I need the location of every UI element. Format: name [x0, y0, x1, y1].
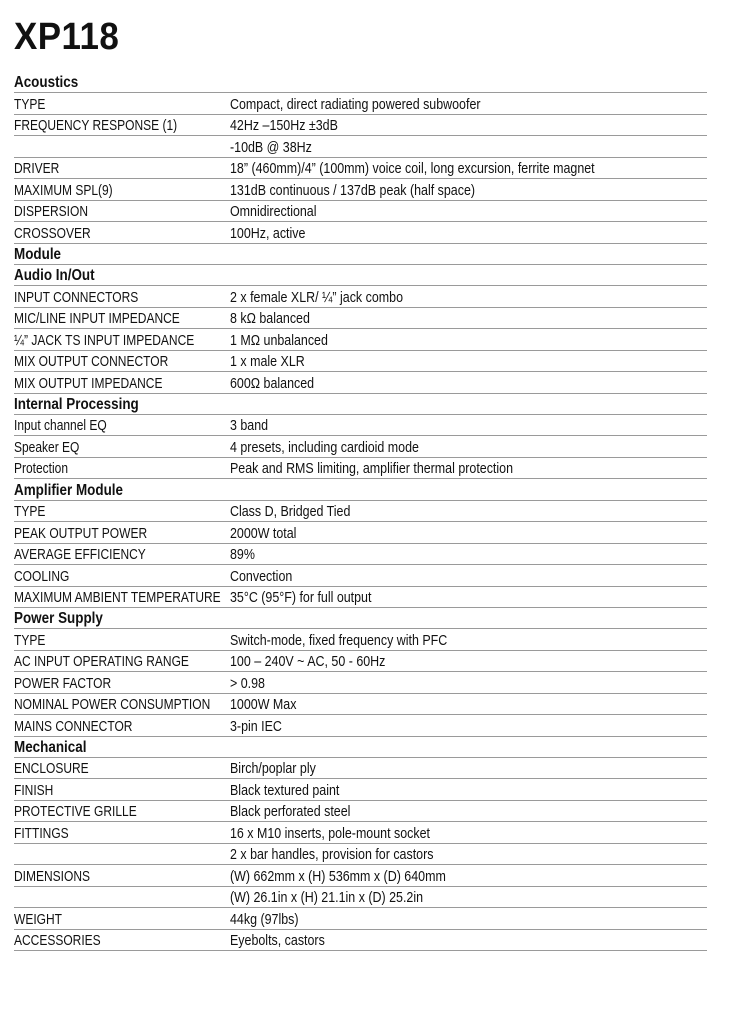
- section-header-row: [14, 608, 707, 629]
- spec-label: Speaker EQ: [14, 438, 80, 456]
- spec-row: [14, 930, 707, 951]
- spec-label: MIX OUTPUT IMPEDANCE: [14, 374, 163, 392]
- spec-value: Birch/poplar ply: [230, 760, 316, 778]
- spec-value: Black textured paint: [230, 781, 340, 799]
- spec-value: Switch-mode, fixed frequency with PFC: [230, 631, 448, 649]
- spec-value: 100 – 240V ~ AC, 50 - 60Hz: [230, 653, 386, 671]
- section-header-row: [14, 479, 707, 500]
- spec-label: MAXIMUM SPL(9): [14, 181, 113, 199]
- spec-value: 44kg (97lbs): [230, 910, 299, 928]
- spec-row: [14, 351, 707, 372]
- spec-row: [14, 715, 707, 736]
- section-title: Amplifier Module: [14, 481, 124, 499]
- spec-row: [14, 822, 707, 843]
- spec-row: [14, 458, 707, 479]
- section-title: Mechanical: [14, 739, 87, 756]
- spec-label: COOLING: [14, 567, 70, 585]
- spec-value: Compact, direct radiating powered subwoofer: [230, 95, 481, 113]
- spec-label: MIC/LINE INPUT IMPEDANCE: [14, 310, 180, 328]
- page-title: XP118: [14, 16, 120, 58]
- spec-label: Protection: [14, 460, 69, 478]
- spec-label: AVERAGE EFFICIENCY: [14, 546, 146, 564]
- spec-row: [14, 865, 707, 886]
- spec-label: Input channel EQ: [14, 417, 107, 435]
- spec-row: [14, 779, 707, 800]
- spec-value: Convection: [230, 567, 293, 585]
- spec-value: Black perforated steel: [230, 803, 351, 821]
- spec-label: NOMINAL POWER CONSUMPTION: [14, 696, 211, 714]
- spec-value: 1000W Max: [230, 696, 297, 714]
- spec-label: FREQUENCY RESPONSE (1): [14, 117, 178, 135]
- spec-row: [14, 436, 707, 457]
- spec-value: 16 x M10 inserts, pole-mount socket: [230, 824, 430, 842]
- spec-row: [14, 522, 707, 543]
- spec-value: 42Hz –150Hz ±3dB: [230, 117, 338, 135]
- spec-value: 1 MΩ unbalanced: [230, 331, 328, 349]
- spec-label: AC INPUT OPERATING RANGE: [14, 653, 189, 671]
- spec-label: TYPE: [14, 503, 46, 521]
- spec-label: POWER FACTOR: [14, 674, 112, 692]
- spec-row: [14, 587, 707, 608]
- section-title: Internal Processing: [14, 396, 139, 413]
- spec-value: 2 x bar handles, provision for castors: [230, 846, 434, 864]
- spec-row: [14, 501, 707, 522]
- spec-label: PEAK OUTPUT POWER: [14, 524, 148, 542]
- spec-label: MAINS CONNECTOR: [14, 717, 133, 735]
- spec-row: [14, 844, 707, 865]
- spec-label: DRIVER: [14, 160, 60, 178]
- section-header-row: [14, 244, 707, 265]
- spec-row: [14, 887, 707, 908]
- spec-label: FINISH: [14, 781, 54, 799]
- spec-value: 35°C (95°F) for full output: [230, 588, 372, 606]
- spec-value: 100Hz, active: [230, 224, 306, 242]
- spec-row: [14, 179, 707, 200]
- spec-table: [14, 72, 707, 951]
- section-title: Power Supply: [14, 610, 103, 628]
- spec-value: 600Ω balanced: [230, 374, 315, 392]
- spec-label: WEIGHT: [14, 910, 62, 928]
- section-title: Audio In/Out: [14, 267, 95, 285]
- spec-label: TYPE: [14, 631, 46, 649]
- spec-row: [14, 201, 707, 222]
- spec-row: [14, 286, 707, 307]
- section-title: Module: [14, 245, 62, 263]
- spec-value: -10dB @ 38Hz: [230, 138, 312, 156]
- spec-row: [14, 136, 707, 157]
- spec-value: 8 kΩ balanced: [230, 310, 310, 328]
- spec-value: (W) 662mm x (H) 536mm x (D) 640mm: [230, 867, 446, 885]
- spec-row: [14, 801, 707, 822]
- spec-label: DIMENSIONS: [14, 867, 91, 885]
- spec-label: MAXIMUM AMBIENT TEMPERATURE: [14, 588, 221, 606]
- spec-value: Omnidirectional: [230, 203, 317, 221]
- spec-row: [14, 672, 707, 693]
- spec-row: [14, 308, 707, 329]
- spec-value: (W) 26.1in x (H) 21.1in x (D) 25.2in: [230, 889, 424, 907]
- spec-value: 89%: [230, 546, 255, 564]
- spec-row: [14, 758, 707, 779]
- spec-row: [14, 544, 707, 565]
- spec-value: 4 presets, including cardioid mode: [230, 438, 419, 456]
- spec-value: 131dB continuous / 137dB peak (half space): [230, 181, 476, 199]
- spec-row: [14, 372, 707, 393]
- spec-row: [14, 629, 707, 650]
- spec-label: CROSSOVER: [14, 224, 91, 242]
- section-header-row: [14, 737, 707, 758]
- spec-label: ¼” JACK TS INPUT IMPEDANCE: [14, 331, 195, 349]
- spec-value: 18” (460mm)/4” (100mm) voice coil, long excursion, ferrite magnet: [230, 160, 595, 178]
- spec-label: PROTECTIVE GRILLE: [14, 803, 137, 821]
- spec-value: Peak and RMS limiting, amplifier thermal protection: [230, 460, 514, 478]
- spec-value: 3 band: [230, 417, 269, 435]
- section-title: Acoustics: [14, 74, 79, 92]
- spec-row: [14, 565, 707, 586]
- spec-value: > 0.98: [230, 674, 265, 692]
- spec-row: [14, 115, 707, 136]
- spec-value: Eyebolts, castors: [230, 931, 325, 949]
- spec-row: [14, 415, 707, 436]
- spec-label: ACCESSORIES: [14, 931, 101, 949]
- spec-row: [14, 694, 707, 715]
- section-header-row: [14, 265, 707, 286]
- spec-value: Class D, Bridged Tied: [230, 503, 351, 521]
- spec-value: 1 x male XLR: [230, 353, 305, 371]
- spec-label: ENCLOSURE: [14, 760, 89, 778]
- spec-label: FITTINGS: [14, 824, 69, 842]
- section-header-row: [14, 394, 707, 415]
- spec-value: 2000W total: [230, 524, 297, 542]
- spec-label: INPUT CONNECTORS: [14, 288, 139, 306]
- section-header-row: [14, 72, 707, 93]
- spec-row: [14, 222, 707, 243]
- spec-label: DISPERSION: [14, 203, 89, 221]
- spec-row: [14, 158, 707, 179]
- spec-row: [14, 651, 707, 672]
- spec-row: [14, 93, 707, 114]
- spec-label: MIX OUTPUT CONNECTOR: [14, 353, 169, 371]
- spec-row: [14, 908, 707, 929]
- spec-value: 2 x female XLR/ ¼” jack combo: [230, 288, 403, 306]
- spec-row: [14, 329, 707, 350]
- spec-value: 3-pin IEC: [230, 717, 282, 735]
- spec-label: TYPE: [14, 95, 46, 113]
